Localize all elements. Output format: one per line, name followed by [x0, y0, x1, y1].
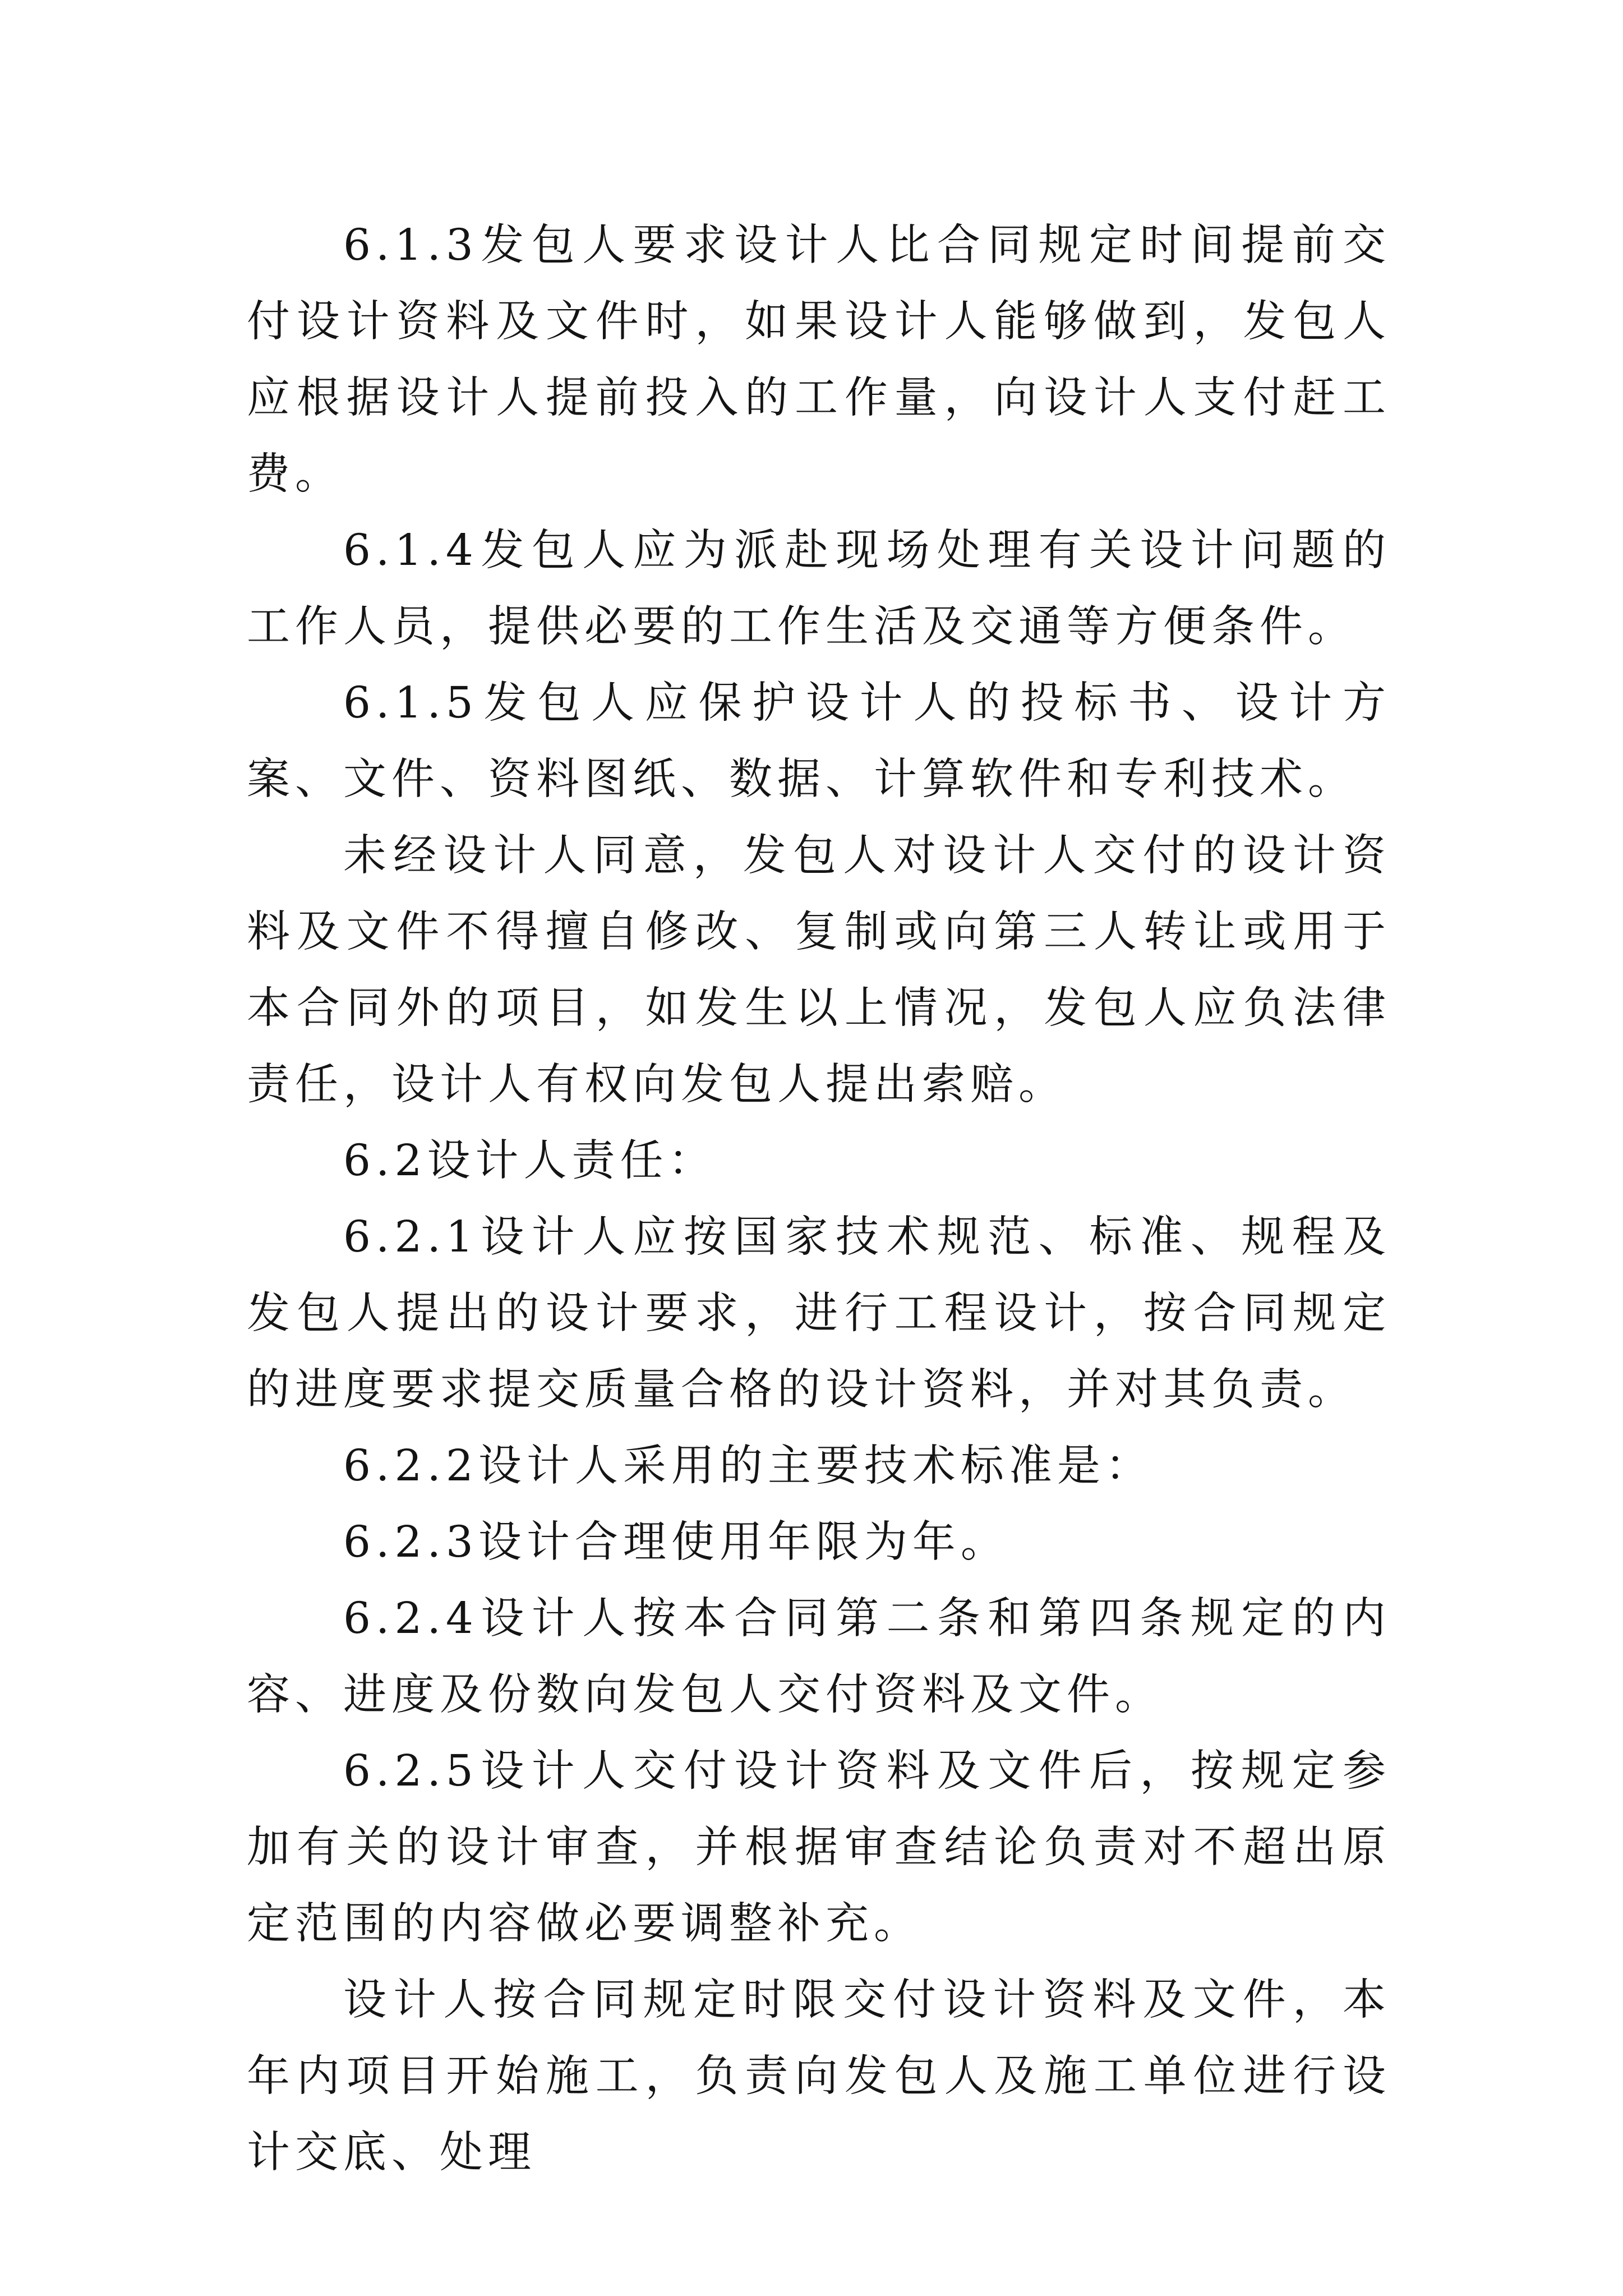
paragraph-unauthorized-use: 未经设计人同意，发包人对设计人交付的设计资料及文件不得擅自修改、复制或向第三人转让或用于本合同外的项目，如发生以上情况，发包人应负法律责任，设计人有权向发包人提出索赔。 — [247, 831, 1391, 1110]
paragraph-6-2-5: 6.2.5设计人交付设计资料及文件后，按规定参加有关的设计审查，并根据审查结论负责对不超出原定范围的内容做必要调整补充。 — [247, 1746, 1391, 1949]
paragraph-6-1-3: 6.1.3发包人要求设计人比合同规定时间提前交付设计资料及文件时，如果设计人能够做到，发包人应根据设计人提前投入的工作量，向设计人支付赶工费。 — [247, 220, 1391, 499]
paragraph-6-1-5: 6.1.5发包人应保护设计人的投标书、设计方案、文件、资料图纸、数据、计算软件和专利技术。 — [247, 678, 1391, 804]
paragraph-design-disclosure: 设计人按合同规定时限交付设计资料及文件，本年内项目开始施工，负责向发包人及施工单位进行设计交底、处理 — [247, 1975, 1391, 2178]
paragraph-6-2-2: 6.2.2设计人采用的主要技术标准是： — [343, 1441, 1154, 1491]
paragraph-6-2-heading: 6.2设计人责任： — [343, 1136, 717, 1186]
document-body — [247, 208, 1391, 2191]
paragraph-6-2-1: 6.2.1设计人应按国家技术规范、标准、规程及发包人提出的设计要求，进行工程设计，按合同规定的进度要求提交质量合格的设计资料，并对其负责。 — [247, 1212, 1391, 1415]
paragraph-6-1-4: 6.1.4发包人应为派赴现场处理有关设计问题的工作人员，提供必要的工作生活及交通等方便条件。 — [247, 526, 1391, 652]
paragraph-6-2-3: 6.2.3设计合理使用年限为年。 — [343, 1517, 1009, 1567]
paragraph-6-2-4: 6.2.4设计人按本合同第二条和第四条规定的内容、进度及份数向发包人交付资料及文件。 — [247, 1594, 1391, 1720]
